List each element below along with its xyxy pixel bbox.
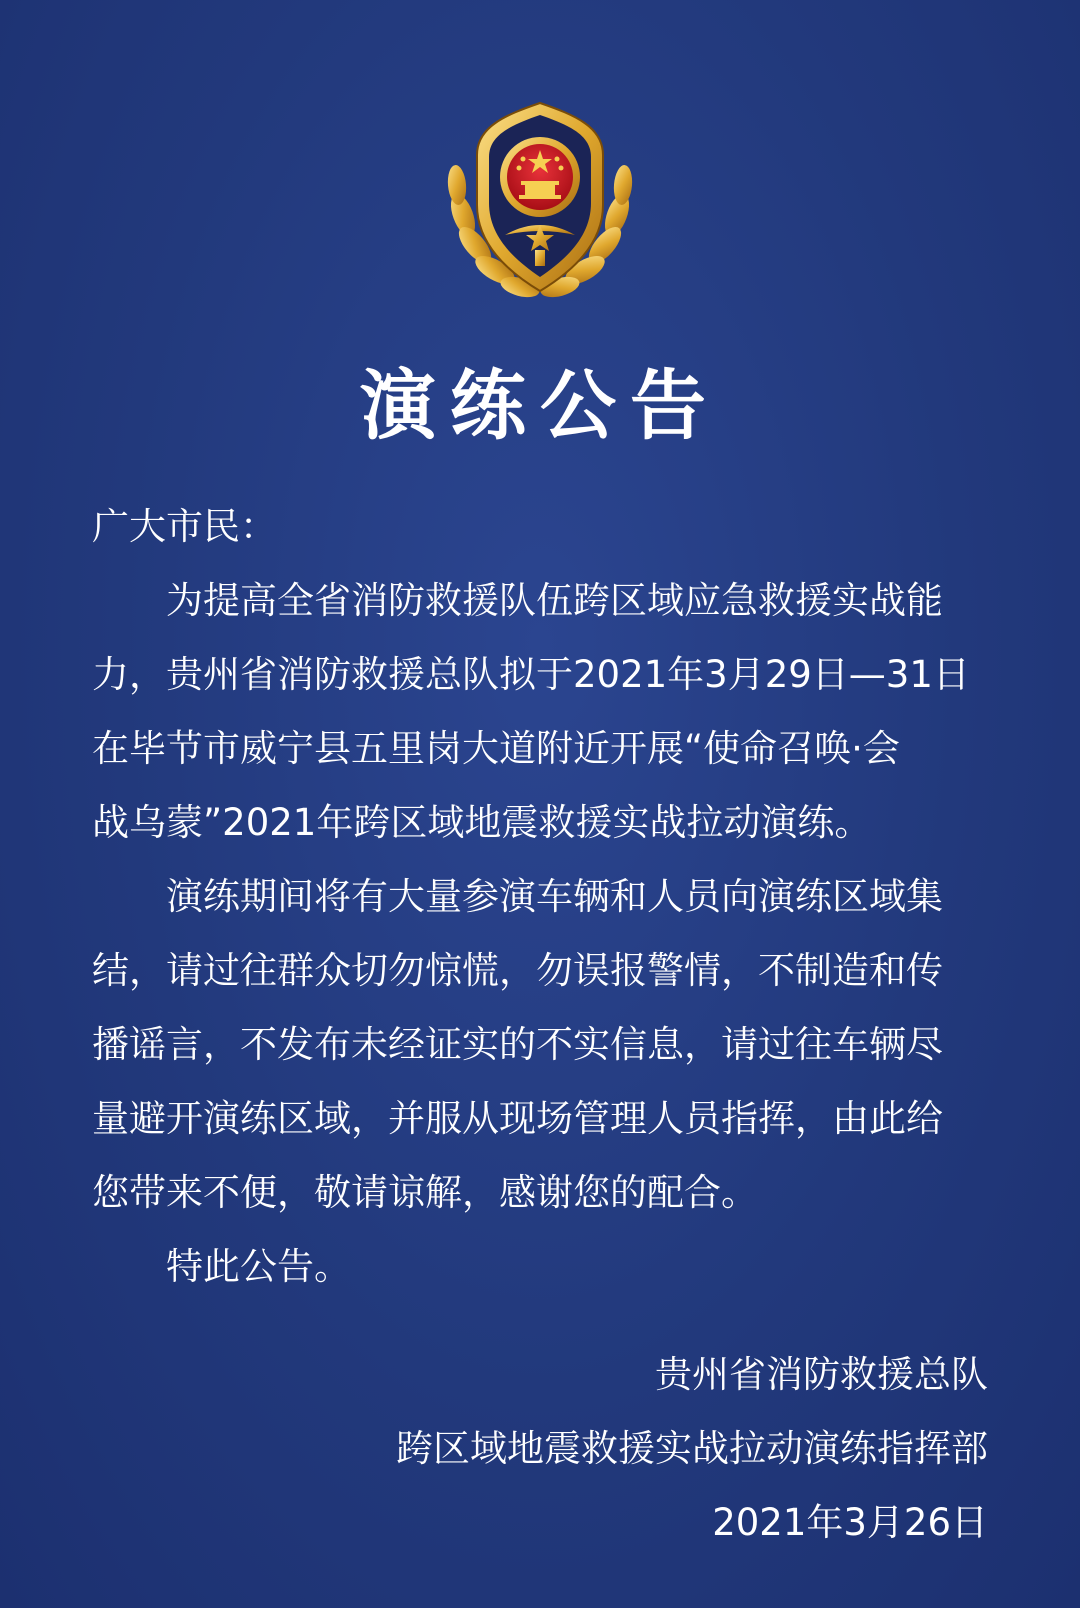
signature-block [396,1338,988,1560]
fire-rescue-emblem-icon [435,95,645,310]
page-title: 演练公告 [360,361,720,450]
paragraph-line: 在毕节市威宁县五里岗大道附近开展“使命召唤·会 [92,727,900,770]
notice-body [92,490,992,1304]
closing-line [92,1230,992,1304]
paragraph-line: 播谣言，不发布未经证实的不实信息，请过往车辆尽 [92,1023,943,1066]
paragraph-line: 演练期间将有大量参演车辆和人员向演练区域集 [166,875,943,918]
paragraph-line: 结，请过往群众切勿惊慌，勿误报警情，不制造和传 [92,949,943,992]
closing-text: 特此公告。 [166,1245,351,1288]
paragraph-line: 为提高全省消防救援队伍跨区域应急救援实战能 [166,579,943,622]
paragraph-2 [92,860,992,1230]
paragraph-line: 战乌蒙”2021年跨区域地震救援实战拉动演练。 [92,801,872,844]
signature-org: 贵州省消防救援总队 [655,1353,988,1396]
signature-department: 跨区域地震救援实战拉动演练指挥部 [396,1427,988,1470]
salutation: 广大市民： [92,505,277,548]
paragraph-line: 量避开演练区域，并服从现场管理人员指挥，由此给 [92,1097,943,1140]
paragraph-line: 力，贵州省消防救援总队拟于2021年3月29日—31日 [92,653,970,696]
paragraph-1 [92,564,992,860]
paragraph-line: 您带来不便，敬请谅解，感谢您的配合。 [92,1171,758,1214]
signature-date: 2021年3月26日 [712,1501,988,1544]
